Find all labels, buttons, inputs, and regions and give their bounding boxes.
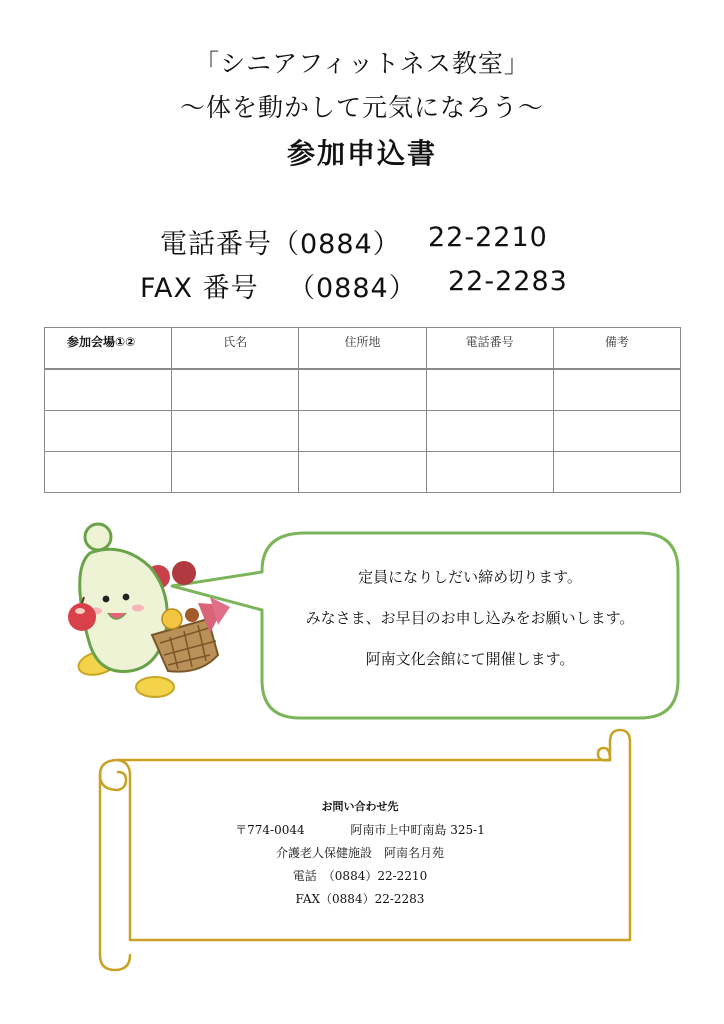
column-header-phone: 電話番号 bbox=[426, 328, 553, 370]
fax-number: 22-2283 bbox=[448, 266, 568, 297]
column-header-address: 住所地 bbox=[299, 328, 426, 370]
phone-number: 22-2210 bbox=[428, 222, 548, 253]
inquiry-facility: 介護老人保健施設 阿南名月苑 bbox=[275, 846, 444, 860]
fax-label: FAX 番号 bbox=[140, 273, 259, 304]
inquiry-address: 阿南市上中町南島 325-1 bbox=[350, 823, 485, 837]
inquiry-heading: お問い合わせ先 bbox=[321, 800, 399, 813]
title-line-2: ～体を動かして元気になろう～ bbox=[179, 93, 544, 122]
title-line-3: 参加申込書 bbox=[286, 137, 437, 170]
inquiry-postal: 〒774-0044 bbox=[235, 823, 305, 837]
column-header-name: 氏名 bbox=[172, 328, 299, 370]
inquiry-postal-address bbox=[150, 820, 570, 843]
notice-line-1: 定員になりしだい締め切ります。 bbox=[358, 568, 582, 586]
title-line-1: 「シニアフィットネス教室」 bbox=[194, 49, 530, 78]
fax-area-code: （0884） bbox=[288, 273, 417, 304]
notice-line-3: 阿南文化会館にて開催します。 bbox=[365, 650, 575, 668]
notice-line-2: みなさま、お早目のお申し込みをお願いします。 bbox=[305, 609, 635, 627]
inquiry-fax: FAX（0884）22-2283 bbox=[295, 892, 425, 906]
inquiry-block bbox=[150, 797, 570, 912]
inquiry-phone: 電話 （0884）22-2210 bbox=[292, 869, 428, 883]
column-header-remarks: 備考 bbox=[553, 328, 680, 370]
column-header-venue: 参加会場①② bbox=[45, 328, 172, 370]
phone-label: 電話番号（0884） bbox=[160, 229, 401, 260]
